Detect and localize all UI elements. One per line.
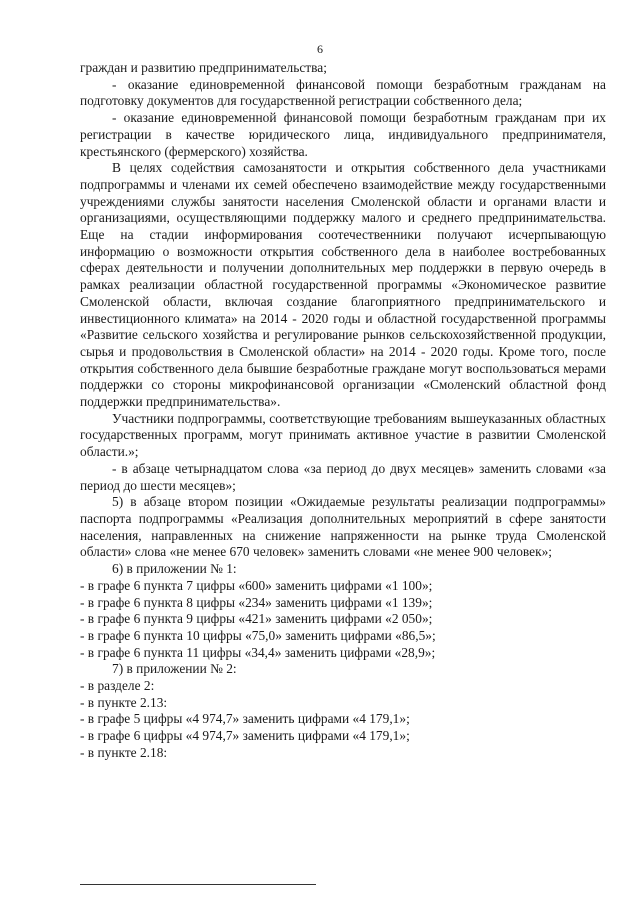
paragraph: - в графе 6 пункта 10 цифры «75,0» заменить цифрами «86,5»;	[80, 627, 436, 643]
paragraph: - в графе 6 пункта 9 цифры «421» заменить цифрами «2 050»;	[80, 611, 433, 627]
paragraph: - оказание единовременной финансовой помощи безработным гражданам на подготовку документов для государственной регистрации собственного дела;	[80, 76, 606, 109]
paragraph: - оказание единовременной финансовой помощи безработным гражданам при их регистрации в качестве юридического лица, индивидуального предпринимателя, крестьянского (фермерского) хозяйства.	[80, 110, 606, 159]
footer-rule	[80, 884, 316, 885]
paragraph: - в графе 6 пункта 7 цифры «600» заменить цифрами «1 100»;	[80, 577, 433, 593]
paragraph: 7) в приложении № 2:	[112, 661, 237, 677]
paragraph: - в графе 5 цифры «4 974,7» заменить цифрами «4 179,1»;	[80, 711, 410, 727]
paragraph: - в графе 6 пункта 8 цифры «234» заменить цифрами «1 139»;	[80, 594, 433, 610]
paragraph: - в пункте 2.18:	[80, 744, 168, 760]
paragraph: - в графе 6 цифры «4 974,7» заменить цифрами «4 179,1»;	[80, 728, 410, 744]
paragraph: 5) в абзаце втором позиции «Ожидаемые результаты реализации подпрограммы» паспорта подпрограммы «Реализация дополнительных мероприятий в сфере занятости населения, направленных на снижение напряженности на рынке труда Смоленской области» слова «не менее 670 человек» заменить словами «не менее 900 человек»;	[80, 494, 606, 560]
paragraph: В целях содействия самозанятости и открытия собственного дела участниками подпрограммы и членами их семей обеспечено взаимодействие между государственными учреждениями службы занятости населения Смоленской области и органами власти и организациями, осуществляющими поддержку малого и среднего предпринимательства. Еще на стадии информирования соотечественники получают исчерпывающую информацию о возможности открытия собственного дела в наиболее востребованных сферах деятельности и получении дополнительных мер поддержки в первую очередь в рамках реализации областной государственной программы «Экономическое развитие Смоленской области, включая создание благоприятного предпринимательского и инвестиционного климата» на 2014 - 2020 годы и областной государственной программы «Развитие сельского хозяйства и регулирование рынков сельскохозяйственной продукции, сырья и продовольствия в Смоленской области» на 2014 - 2020 годы. Кроме того, после открытия собственного дела бывшие безработные граждане могут воспользоваться мерами поддержки со стороны микрофинансовой организации «Смоленский областной фонд поддержки предпринимательства».	[80, 160, 606, 410]
paragraph: - в разделе 2:	[80, 678, 155, 694]
paragraph: Участники подпрограммы, соответствующие требованиям вышеуказанных областных государственных программ, могут принимать активное участие в развитии Смоленской области.»;	[80, 410, 606, 460]
page-number: 6	[317, 42, 323, 56]
paragraph: - в абзаце четырнадцатом слова «за период до двух месяцев» заменить словами «за период до шести месяцев»;	[80, 460, 606, 493]
paragraph: граждан и развитию предпринимательства;	[80, 60, 327, 75]
paragraph: - в графе 6 пункта 11 цифры «34,4» заменить цифрами «28,9»;	[80, 644, 436, 660]
document-body	[80, 60, 606, 762]
paragraph: - в пункте 2.13:	[80, 694, 168, 710]
paragraph: 6) в приложении № 1:	[112, 561, 237, 577]
